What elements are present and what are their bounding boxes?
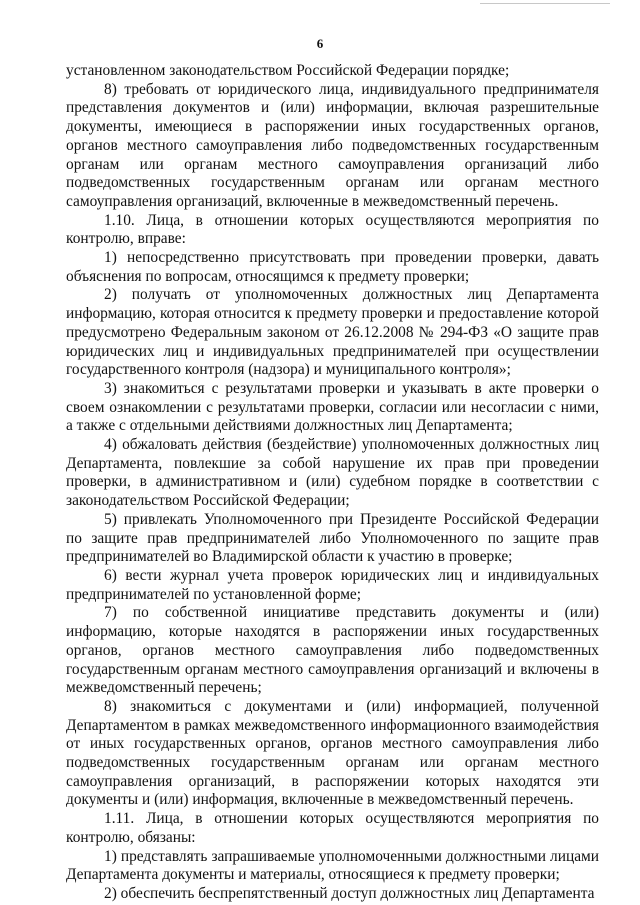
paragraph-1-10-heading: 1.10. Лица, в отношении которых осуществляются мероприятия по контролю, вправе: <box>66 211 599 248</box>
document-body <box>66 62 599 904</box>
paragraph-continuation: установленном законодательством Российской Федерации порядке; <box>66 62 510 79</box>
page-number: 6 <box>316 36 324 51</box>
paragraph-1-11-heading: 1.11. Лица, в отношении которых осуществляются мероприятия по контролю, обязаны: <box>66 810 599 846</box>
paragraph-right-6: 6) вести журнал учета проверок юридических лиц и индивидуальных предпринимателей по установленной форме; <box>66 566 599 603</box>
paragraph-right-4: 4) обжаловать действия (бездействие) уполномоченных должностных лиц Департамента, повлекшие за собой нарушение их прав при проведении проверки, в административном и (или) судебном порядке в соответствии с законодательством Российской Федерации; <box>66 436 599 510</box>
paragraph-right-1: 1) непосредственно присутствовать при проведении проверки, давать объяснения по вопросам, относящимся к предмету проверки; <box>66 249 599 285</box>
scan-top-line <box>480 3 610 4</box>
paragraph-duty-1: 1) представлять запрашиваемые уполномоченными должностными лицами Департамента документы и материалы, относящиеся к предмету проверки; <box>66 847 599 884</box>
paragraph-right-7: 7) по собственной инициативе представить документы и (или) информацию, которые находятся в распоряжении иных государственных органов, органов местного самоуправления либо подведомственных государственным органам местного самоуправления организаций и включены в межведомственный перечень; <box>66 604 599 697</box>
paragraph-right-3: 3) знакомиться с результатами проверки и указывать в акте проверки о своем ознакомлении с результатами проверки, согласии или несогласии с ними, а также с отдельными действиями должностных лиц Департамента; <box>66 379 599 435</box>
paragraph-right-8: 8) знакомиться с документами и (или) информацией, полученной Департаментом в рамках межведомственного информационного взаимодействия от иных государственных органов, органов местного самоуправления либо подведомственных государственным органам или органам местного самоуправления организаций, в распоряжении которых находятся эти документы и (или) информация, включенные в межведомственный перечень. <box>66 697 599 809</box>
paragraph-duty-2: 2) обеспечить беспрепятственный доступ должностных лиц Департамента <box>104 884 595 902</box>
paragraph-item-8-require: 8) требовать от юридического лица, индивидуального предпринимателя представления документов и (или) информации, включая разрешительные документы, имеющиеся в распоряжении иных государственных органов, органов местного самоуправления либо подведомственных государственным органам или органам местного самоуправления организаций либо подведомственных государственным органам или органам местного самоуправления организаций, включенные в межведомственный перечень. <box>66 80 599 210</box>
paragraph-right-5: 5) привлекать Уполномоченного при Президенте Российской Федерации по защите прав предпринимателей либо Уполномоченного по защите прав предпринимателей во Владимирской области к участию в проверке; <box>66 510 599 566</box>
paragraph-right-2: 2) получать от уполномоченных должностных лиц Департамента информацию, которая относится к предмету проверки и предоставление которой предусмотрено Федеральным законом от 26.12.2008 № 294-ФЗ «О защите прав юридических лиц и индивидуальных предпринимателей при осуществлении государственного контроля (надзора) и муниципального контроля»; <box>66 286 599 379</box>
